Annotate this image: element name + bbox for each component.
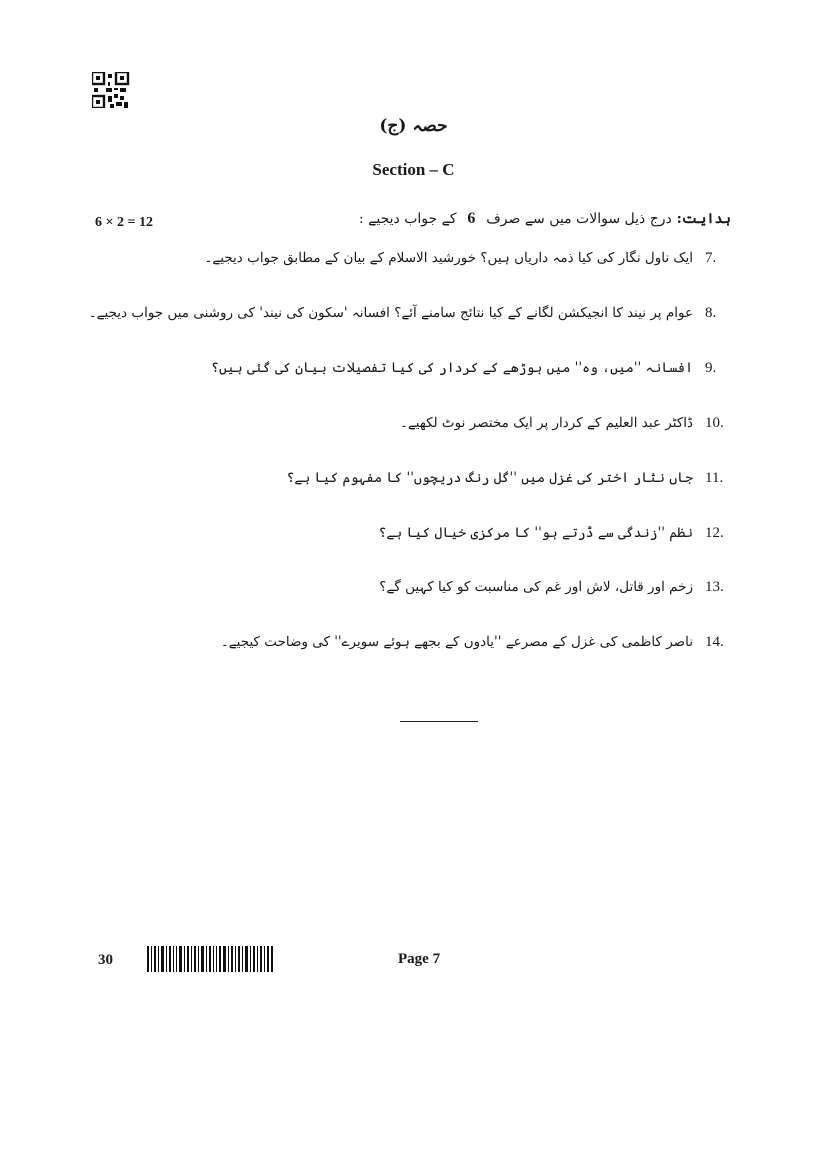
question-item [400,415,747,432]
end-divider [400,721,478,722]
question-number: 7. [705,250,717,266]
question-text: ڈاکٹر عبد العلیم کے کردار پر ایک مختصر نوٹ لکھیے۔ [399,415,693,431]
question-item [204,250,747,267]
question-number: 12. [705,525,724,541]
paper-code: 30 [98,952,113,968]
question-text: زخم اور قاتل، لاش اور غم کی مناسبت کو کیا کہیں گے؟ [379,579,693,595]
question-text: ایک ناول نگار کی کیا ذمہ داریاں ہیں؟ خورشید الاسلام کے بیان کے مطابق جواب دیجیے۔ [204,250,693,266]
instruction-text-before: درج ذیل سوالات میں سے صرف [486,211,672,227]
question-text: افسانہ ''میں، وہ'' میں بوڑھے کے کردار کی کیا تفصیلات بیان کی گئی ہیں؟ [211,360,693,376]
question-item [287,470,747,487]
question-item [221,634,747,651]
section-title-english: Section – C [372,160,455,179]
barcode-icon [147,946,273,972]
instruction [359,210,731,228]
question-text: جاں نثار اختر کی غزل میں ''گل رنگ دریچوں'' کا مفہوم کیا ہے؟ [286,470,693,486]
qr-code-icon [92,72,130,108]
question-number: 11. [705,470,724,486]
question-text: نظم ''زندگی سے ڈرتے ہو'' کا مرکزی خیال کیا ہے؟ [378,525,693,541]
question-number: 10. [705,415,724,431]
page-number: Page 7 [398,951,441,967]
question-number: 14. [705,634,724,650]
instruction-label: ہدایت: [676,211,731,227]
question-number: 9. [705,360,717,376]
instruction-count: 6 [467,210,476,227]
question-item [211,360,747,377]
question-text: عوام پر نیند کا انجیکشن لگانے کے کیا نتائج سامنے آئے؟ افسانہ 'سکون کی نیند' کی روشنی میں جواب دیجیے۔ [88,305,693,321]
section-title-urdu: حصہ (ج) [379,116,448,136]
question-item [378,525,747,542]
question-number: 13. [705,579,724,595]
question-number: 8. [705,305,717,321]
question-item [379,579,747,596]
instruction-text-after: کے جواب دیجیے : [359,211,457,227]
question-item [89,305,747,322]
marks-distribution: 6 × 2 = 12 [95,215,153,230]
question-text: ناصر کاظمی کی غزل کے مصرعے ''یادوں کے بجھے ہوئے سویرے'' کی وضاحت کیجیے۔ [220,634,693,650]
